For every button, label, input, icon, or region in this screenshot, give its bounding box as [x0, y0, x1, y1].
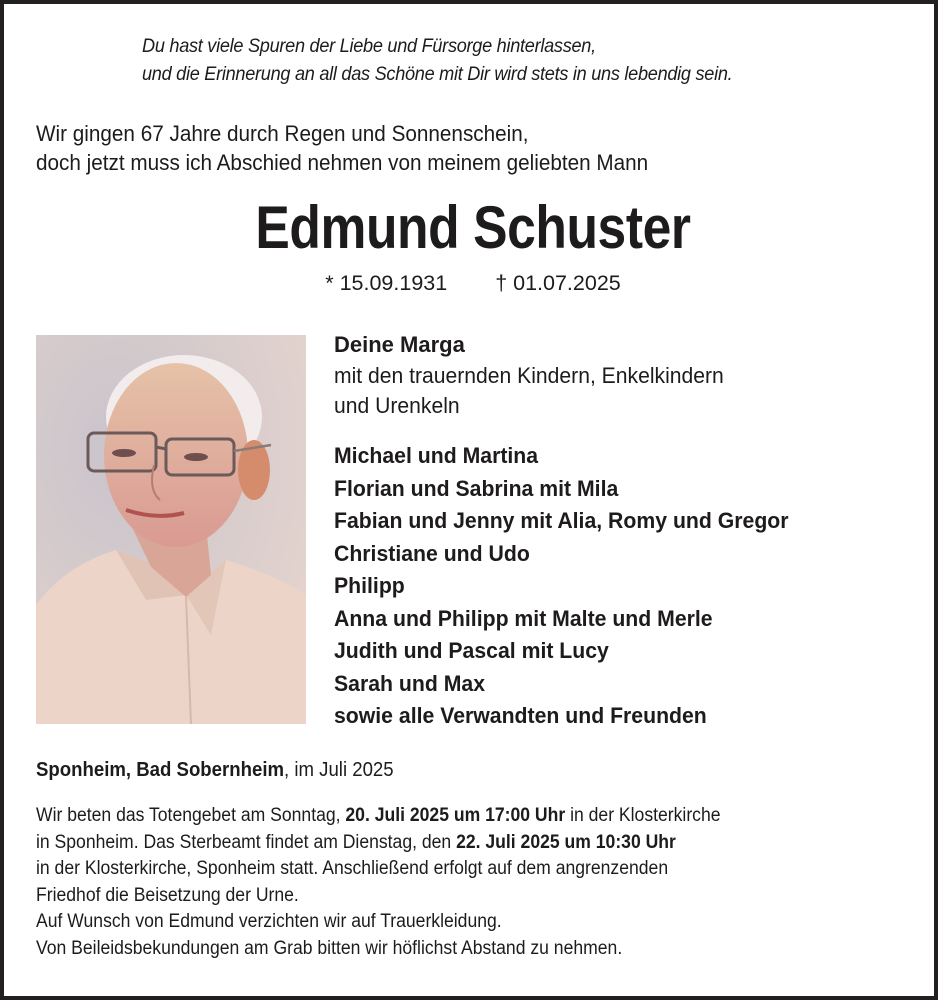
family-member: Florian und Sabrina mit Mila — [334, 475, 619, 501]
motto-line: und die Erinnerung an all das Schöne mit Dir wird stets in uns lebendig sein. — [142, 63, 733, 85]
family-list — [334, 440, 805, 733]
life-dates — [4, 268, 938, 298]
place-date: , im Juli 2025 — [284, 759, 394, 781]
family-member: Michael und Martina — [334, 443, 539, 468]
death-date: † 01.07.2025 — [495, 271, 621, 295]
signature-subline: und Urenkeln — [334, 393, 460, 418]
place-date-line — [36, 756, 394, 784]
condolence-note: Von Beileidsbekundungen am Grab bitten wir höflichst Abstand zu nehmen. — [36, 937, 623, 959]
intro-line: doch jetzt muss ich Abschied nehmen von meinem geliebten Mann — [36, 150, 649, 175]
signature-block — [334, 330, 740, 422]
motto-quote — [142, 32, 732, 88]
motto-line: Du hast viele Spuren der Liebe und Fürsorge hinterlassen, — [142, 35, 596, 57]
family-member: Fabian und Jenny mit Alia, Romy und Gregor — [334, 508, 789, 533]
family-member: Anna und Philipp mit Malte und Merle — [334, 605, 713, 631]
birth-date: * 15.09.1931 — [325, 271, 448, 295]
service-details — [36, 803, 721, 962]
intro-text — [36, 119, 648, 177]
service-paragraph: Wir beten das Totengebet am Sonntag, 20. Juli 2025 um 17:00 Uhr in der Klosterkirche in Sponheim. Das Sterbeamt findet am Dienstag, den 22. Juli 2025 um 10:30 Uhr in der Klosterkirche, Sponheim statt. Anschließend erfolgt auf dem angrenzenden Friedhof die Beisetzung der Urne. — [36, 805, 721, 906]
intro-line: Wir gingen 67 Jahre durch Regen und Sonnenschein, — [36, 121, 529, 146]
mass-datetime: 22. Juli 2025 um 10:30 Uhr — [456, 831, 676, 853]
family-member: Judith und Pascal mit Lucy — [334, 638, 609, 663]
portrait-image — [36, 335, 306, 724]
family-member: Sarah und Max — [334, 670, 486, 696]
family-member: Christiane und Udo — [334, 540, 530, 566]
signature-lead: Deine Marga — [334, 332, 465, 357]
family-member: sowie alle Verwandten und Freunden — [334, 703, 707, 728]
family-member: Philipp — [334, 573, 405, 598]
dress-note: Auf Wunsch von Edmund verzichten wir auf Trauerkleidung. — [36, 911, 502, 932]
place-names: Sponheim, Bad Sobernheim — [36, 759, 285, 781]
signature-subline: mit den trauernden Kindern, Enkelkindern — [334, 362, 724, 388]
deceased-name: Edmund Schuster — [255, 194, 691, 261]
prayer-datetime: 20. Juli 2025 um 17:00 Uhr — [345, 805, 566, 826]
portrait-photo — [36, 335, 306, 724]
